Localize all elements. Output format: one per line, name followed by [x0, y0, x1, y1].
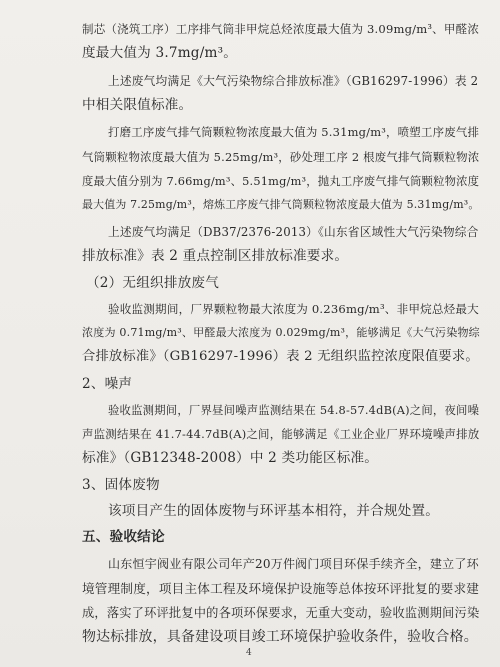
text-line: 境管理制度，项目主体工程及环境保护设施等总体按环评批复的要求建	[82, 581, 480, 596]
text-line: 合排放标准》（GB16297-1996）表 2 无组织监控浓度限值要求。	[82, 349, 479, 364]
text-line: 中相关限值标准。	[82, 97, 193, 113]
text-line: 气筒颗粒物浓度最大值为 5.25mg/m³，砂处理工序 2 根废气排气筒颗粒物浓	[82, 150, 480, 164]
text-line: 度最大值为 3.7mg/m³。	[82, 45, 238, 61]
text-line: 成，落实了环评批复中的各项环保要求，无重大变动，验收监测期间污染	[82, 606, 480, 620]
text-line: 验收监测期间，厂界颗粒物最大浓度为 0.236mg/m³、非甲烷总烃最大	[108, 302, 479, 316]
conclusion-heading: 五、验收结论	[82, 529, 165, 545]
text-line: 排放标准》表 2 重点控制区排放标准要求。	[82, 248, 349, 264]
text-line: 该项目产生的固体废物与环评基本相符，并合规处置。	[108, 503, 440, 519]
text-line: 山东恒宇阀业有限公司年产20万件阀门项目环保手续齐全，建立了环	[108, 557, 479, 571]
text-line: 声监测结果在 41.7-44.7dB(A)之间，能够满足《工业企业厂界环境噪声排放	[82, 427, 480, 441]
text-line: 最大值为 7.25mg/m³，熔炼工序废气排气筒颗粒物浓度最大值为 5.31mg/m³。	[82, 198, 480, 211]
page-number: 4	[246, 648, 252, 658]
section-heading: 3、固体废物	[82, 477, 160, 493]
text-line: 度最大值分别为 7.66mg/m³、5.51mg/m³，抛丸工序废气排气筒颗粒物浓度	[82, 174, 480, 188]
section-heading: 2、噪声	[82, 376, 133, 392]
text-line: 验收监测期间，厂界昼间噪声监测结果在 54.8-57.4dB(A)之间，夜间噪	[108, 403, 480, 417]
text-line: 上述废气均满足（DB37/2376-2013）《山东省区域性大气污染物综合	[108, 225, 479, 239]
text-line: 制芯（浇筑工序）工序排气筒非甲烷总烃浓度最大值为 3.09mg/m³、甲醛浓	[82, 22, 480, 36]
text-line: 标准》（GB12348-2008）中 2 类功能区标准。	[82, 450, 379, 466]
text-line: 物达标排放，具备建设项目竣工环境保护验收条件，验收合格。	[82, 629, 478, 645]
text-line: 浓度为 0.71mg/m³、甲醛最大浓度为 0.029mg/m³，能够满足《大气污染物综	[82, 326, 480, 339]
text-line: 打磨工序废气排气筒颗粒物浓度最大值为 5.31mg/m³，喷塑工序废气排	[108, 125, 480, 139]
text-line: 上述废气均满足《大气污染物综合排放标准》（GB16297-1996）表 2	[108, 74, 479, 88]
section-heading: （2）无组织排放废气	[86, 275, 219, 291]
